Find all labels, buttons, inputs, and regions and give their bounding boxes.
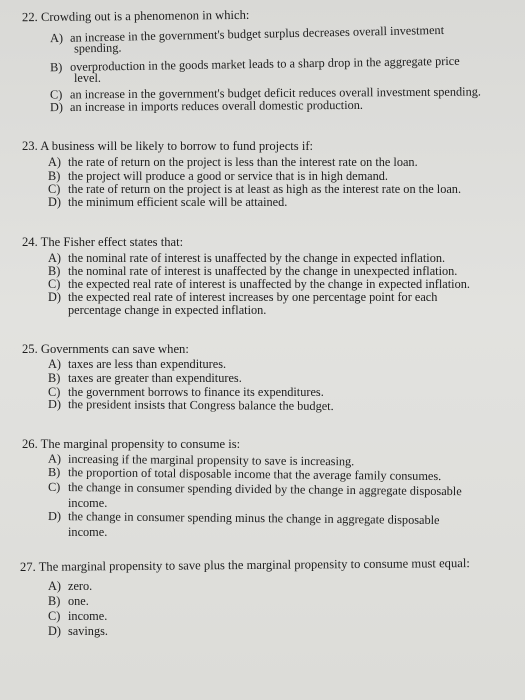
question-stem (20, 556, 470, 575)
question-stem (22, 437, 240, 452)
option-letter: B) (48, 594, 61, 608)
option-letter: D) (48, 290, 61, 304)
option-d (48, 195, 287, 210)
question-text: Crowding out is a phenomenon in which: (40, 7, 250, 24)
option-text: savings. (68, 624, 108, 638)
question-stem (22, 235, 183, 250)
option-text: the president insists that Congress balance the budget. (67, 397, 334, 413)
option-letter: C) (49, 87, 63, 102)
option-text: the project will produce a good or service that is in high demand. (68, 169, 388, 183)
option-text: taxes are less than expenditures. (68, 357, 227, 371)
option-letter: D) (48, 624, 61, 638)
option-text: an increase in the government's budget deficit reduces overall investment spending. (69, 84, 482, 102)
option-text: taxes are greater than expenditures. (68, 371, 242, 385)
option-d (48, 624, 108, 639)
option-c (48, 480, 462, 499)
option-letter: C) (48, 609, 61, 623)
option-d (48, 397, 334, 414)
question-number: 22. (21, 10, 38, 25)
option-text: the change in consumer spending minus the change in aggregate disposable (67, 509, 440, 528)
option-text: the rate of return on the project is less than the interest rate on the loan. (68, 155, 418, 169)
option-text: overproduction in the goods market leads to a sharp drop in the aggregate price (69, 53, 460, 74)
question-text: The marginal propensity to consume is: (40, 437, 241, 451)
question-text: The marginal propensity to save plus the marginal propensity to consume must equal: (38, 556, 470, 574)
option-letter: C) (48, 385, 61, 399)
option-text: the government borrows to finance its expenditures. (68, 385, 324, 399)
option-a (48, 155, 418, 170)
option-b (50, 54, 460, 75)
option-letter: A) (48, 579, 61, 593)
option-letter: B) (47, 464, 61, 480)
option-a-continuation: spending. (73, 40, 122, 56)
question-number: 25. (22, 342, 38, 356)
question-number: 27. (19, 559, 36, 574)
option-letter: C) (48, 182, 61, 196)
option-text: increasing if the marginal propensity to save is increasing. (67, 451, 355, 469)
option-c (48, 609, 107, 624)
option-letter: D) (48, 195, 61, 209)
option-b-continuation: level. (74, 71, 101, 85)
option-letter: A) (48, 357, 61, 371)
option-d (50, 98, 363, 115)
option-letter: D) (47, 397, 62, 412)
option-text: the rate of return on the project is at least as high as the interest rate on the loan. (68, 182, 462, 196)
option-text: the change in consumer spending divided by the change in aggregate disposable (67, 480, 462, 499)
option-letter: B) (49, 60, 63, 75)
option-b (48, 594, 89, 609)
question-text: Governments can save when: (40, 342, 189, 356)
option-text: zero. (68, 579, 93, 593)
question-stem (22, 342, 189, 357)
option-letter: B) (48, 371, 61, 385)
option-text: the proportion of total disposable income that the average family consumes. (67, 465, 442, 484)
option-letter: B) (48, 169, 61, 183)
option-text: an increase in the government's budget surplus decreases overall investment (69, 22, 445, 45)
question-text: A business will be likely to borrow to fund projects if: (40, 139, 314, 153)
question-stem (22, 139, 313, 154)
option-text: the nominal rate of interest is unaffected by the change in expected inflation. (68, 251, 446, 265)
question-stem (22, 8, 250, 25)
option-a (48, 357, 226, 372)
option-text: the nominal rate of interest is unaffected by the change in unexpected inflation. (68, 264, 458, 278)
option-d-continuation: percentage change in expected inflation. (68, 303, 267, 317)
option-text: the expected real rate of interest is unaffected by the change in expected inflation. (68, 277, 470, 291)
option-a (48, 579, 92, 594)
option-text: income. (68, 609, 108, 623)
question-number: 24. (22, 235, 38, 249)
option-c-continuation: income. (68, 496, 108, 510)
option-letter: D) (49, 100, 64, 115)
option-letter: A) (47, 451, 62, 466)
option-letter: A) (48, 251, 61, 265)
option-letter: A) (49, 30, 64, 46)
option-text: one. (68, 594, 89, 608)
option-b (48, 371, 242, 386)
option-letter: C) (48, 277, 61, 291)
option-text: the minimum efficient scale will be attained. (68, 195, 288, 209)
question-number: 23. (22, 139, 38, 153)
option-letter: A) (48, 155, 61, 169)
option-letter: C) (47, 479, 61, 494)
option-letter: B) (48, 264, 61, 278)
option-text: the expected real rate of interest increases by one percentage point for each (68, 290, 438, 304)
option-text: an increase in imports reduces overall domestic production. (69, 97, 364, 114)
option-d-continuation: income. (68, 525, 108, 539)
option-letter: D) (47, 508, 62, 524)
question-number: 26. (22, 437, 38, 451)
question-text: The Fisher effect states that: (40, 235, 184, 249)
